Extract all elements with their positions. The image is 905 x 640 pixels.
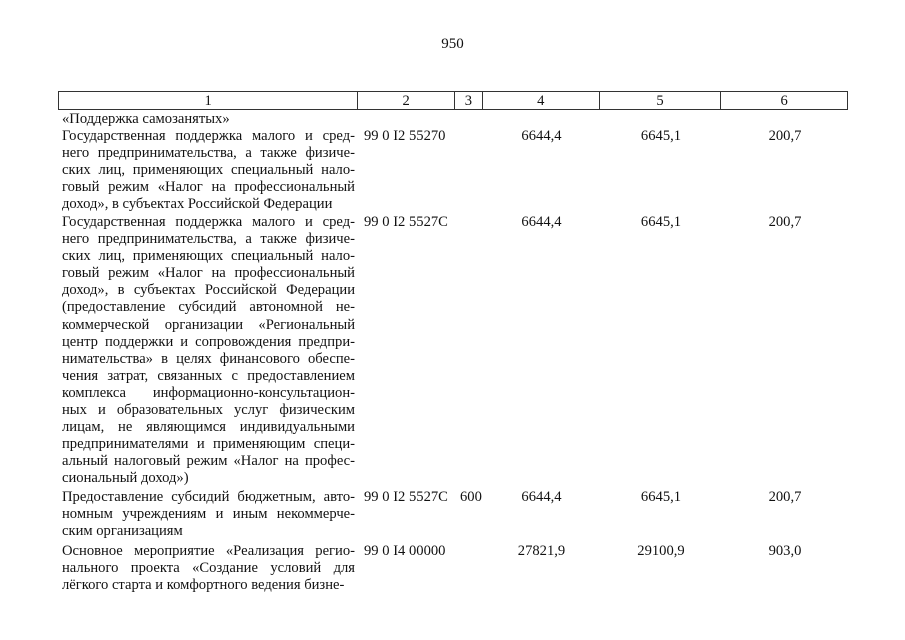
page-number: 950 (441, 36, 464, 52)
description-line: ским организациям (62, 523, 183, 540)
row-value-col4: 27821,9 (517, 543, 566, 559)
row-code: 99 0 I2 5527С (364, 214, 448, 230)
row-code: 99 0 I2 55270 (364, 128, 446, 144)
row-code: 99 0 I4 00000 (364, 543, 446, 559)
header-col-1: 1 (59, 92, 358, 109)
description-line: центр поддержки и сопровождения предпри- (62, 333, 355, 350)
table-header (58, 91, 848, 110)
description-line: него предпринимательства, а также физиче- (62, 145, 355, 162)
row-value-col6: 903,0 (768, 543, 802, 559)
description-line: лицам, не являющимся индивидуальными (62, 419, 355, 436)
header-col-2: 2 (358, 92, 455, 109)
row-description (62, 128, 355, 213)
row-value-col4: 6644,4 (521, 128, 562, 144)
header-col-4: 4 (483, 92, 600, 109)
description-line: говый режим «Налог на профессиональный (62, 265, 355, 282)
description-line: альный налоговый режим «Налог на профес- (62, 453, 355, 470)
row-value-col4: 6644,4 (521, 489, 562, 505)
description-line: комплекса информационно-консультацион- (62, 384, 355, 401)
row-value-col6: 200,7 (768, 489, 802, 505)
row-value-col5: 6645,1 (640, 128, 682, 144)
row-description (62, 111, 355, 128)
description-line: ских лиц, применяющих специальный нало- (62, 248, 355, 265)
row-value-col5: 6645,1 (640, 214, 682, 230)
row-value-col6: 200,7 (768, 128, 802, 144)
description-line: чения затрат, связанных с предоставлением (62, 367, 355, 384)
row-description (62, 214, 355, 488)
row-description (62, 543, 355, 594)
row-value-col4: 6644,4 (521, 214, 562, 230)
description-line: говый режим «Налог на профессиональный (62, 179, 355, 196)
header-col-5: 5 (600, 92, 722, 109)
row-value-col5: 6645,1 (640, 489, 682, 505)
description-line: лёгкого старта и комфортного ведения бизне- (62, 577, 345, 594)
description-line: номным учреждениям и иным некоммерче- (62, 506, 355, 523)
description-line: ских лиц, применяющих специальный нало- (62, 162, 355, 179)
description-line: доход», в субъектах Российской Федерации (62, 282, 355, 299)
description-line: Предоставление субсидий бюджетным, авто- (62, 489, 355, 505)
row-expense-type: 600 (460, 489, 482, 505)
description-line: сиональный доход») (62, 470, 189, 487)
description-line: предпринимателями и применяющим специ- (62, 436, 355, 453)
row-value-col5: 29100,9 (637, 543, 685, 559)
description-line: него предпринимательства, а также физиче- (62, 231, 355, 248)
description-line: Государственная поддержка малого и сред- (62, 128, 355, 144)
header-col-3: 3 (455, 92, 483, 109)
description-line: (предоставление субсидий автономной не- (62, 299, 355, 316)
description-line: «Поддержка самозанятых» (62, 111, 230, 127)
description-line: ных и образовательных услуг физическим (62, 402, 355, 419)
description-line: коммерческой организации «Региональный (62, 316, 355, 333)
description-line: Государственная поддержка малого и сред- (62, 214, 355, 230)
description-line: Основное мероприятие «Реализация регио- (62, 543, 355, 559)
row-code: 99 0 I2 5527С (364, 489, 448, 505)
row-description (62, 489, 355, 540)
row-value-col6: 200,7 (768, 214, 802, 230)
description-line: доход», в субъектах Российской Федерации (62, 196, 333, 213)
description-line: нимательства» в целях финансового обеспе- (62, 350, 355, 367)
description-line: нального проекта «Создание условий для (62, 560, 355, 577)
header-col-6: 6 (780, 93, 788, 109)
